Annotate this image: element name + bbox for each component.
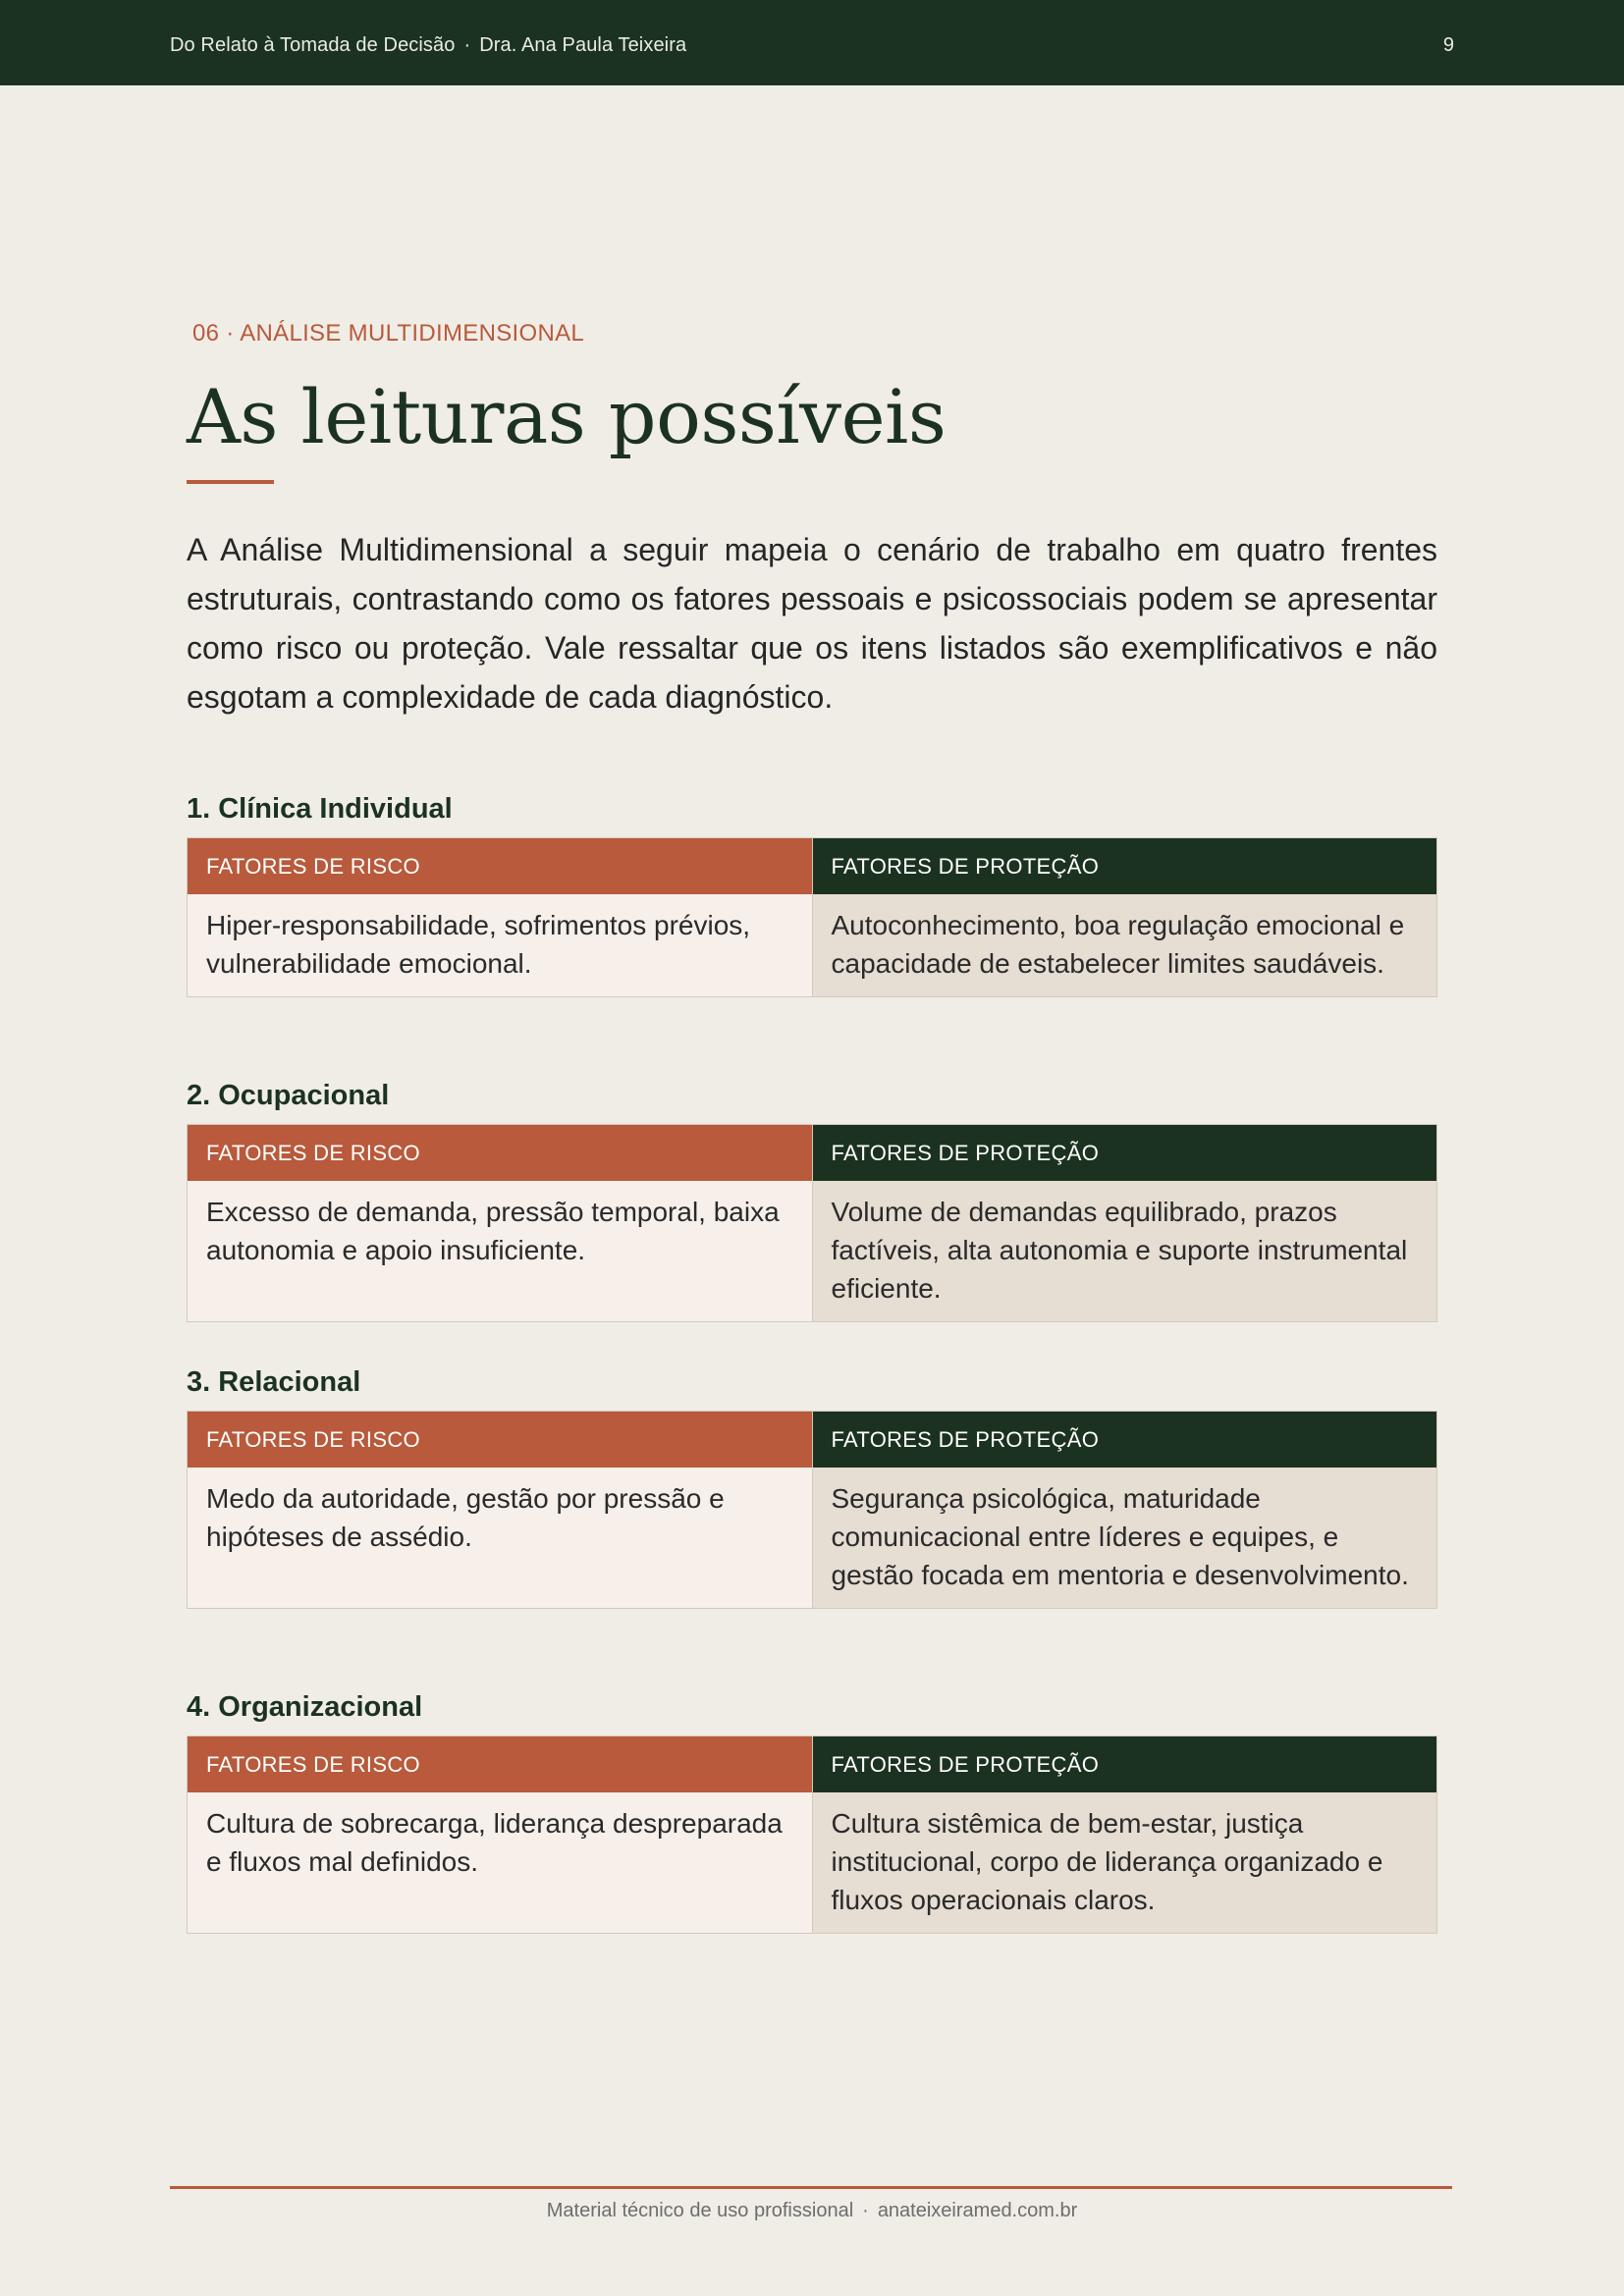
footer-text: Material técnico de uso profissional	[546, 2200, 854, 2221]
factors-table	[187, 1411, 1437, 1609]
section-heading: 4. Organizacional	[187, 1691, 423, 1723]
protection-header: FATORES DE PROTEÇÃO	[813, 1125, 1437, 1181]
protection-cell: Autoconhecimento, boa regulação emocional e capacidade de estabelecer limites saudáveis.	[813, 894, 1437, 996]
section-heading: 3. Relacional	[187, 1366, 361, 1398]
section-ocupacional	[187, 1076, 1437, 1322]
protection-column	[812, 838, 1437, 996]
risk-column	[188, 1125, 812, 1321]
footer-divider	[170, 2186, 1452, 2189]
risk-cell: Excesso de demanda, pressão temporal, baixa autonomia e apoio insuficiente.	[188, 1181, 812, 1321]
section-heading: 2. Ocupacional	[187, 1080, 390, 1111]
intro-paragraph: A Análise Multidimensional a seguir mapeia o cenário de trabalho em quatro frentes estruturais, contrastando como os fatores pessoais e psicossociais podem se apresentar como risco ou proteção. Vale ressaltar que os itens listados são exemplificativos e não esgotam a complexidade de cada diagnóstico.	[187, 532, 1437, 715]
risk-header: FATORES DE RISCO	[188, 1412, 812, 1468]
section-relacional	[187, 1362, 1437, 1609]
risk-column	[188, 1736, 812, 1933]
factors-table	[187, 1735, 1437, 1934]
protection-header: FATORES DE PROTEÇÃO	[813, 838, 1437, 894]
header-doc-title: Do Relato à Tomada de Decisão	[170, 34, 456, 56]
risk-column	[188, 838, 812, 996]
risk-column	[188, 1412, 812, 1608]
protection-header: FATORES DE PROTEÇÃO	[813, 1412, 1437, 1468]
protection-cell: Segurança psicológica, maturidade comunicacional entre líderes e equipes, e gestão focada em mentoria e desenvolvimento.	[813, 1468, 1437, 1608]
footer-site-link[interactable]: anateixeiramed.com.br	[877, 2200, 1078, 2221]
page-title: As leituras possíveis	[187, 373, 947, 460]
protection-column	[812, 1412, 1437, 1608]
page-header	[0, 0, 1624, 85]
section-label: 06 · ANÁLISE MULTIDIMENSIONAL	[192, 320, 585, 347]
title-underline	[187, 480, 274, 484]
section-heading: 1. Clínica Individual	[187, 793, 453, 825]
section-clinica-individual	[187, 789, 1437, 997]
protection-header: FATORES DE PROTEÇÃO	[813, 1736, 1437, 1792]
footer-separator: ·	[862, 2200, 869, 2221]
risk-cell: Hiper-responsabilidade, sofrimentos prévios, vulnerabilidade emocional.	[188, 894, 812, 996]
protection-cell: Volume de demandas equilibrado, prazos factíveis, alta autonomia e suporte instrumental eficiente.	[813, 1181, 1437, 1321]
risk-header: FATORES DE RISCO	[188, 1125, 812, 1181]
protection-cell: Cultura sistêmica de bem-estar, justiça institucional, corpo de liderança organizado e fluxos operacionais claros.	[813, 1792, 1437, 1933]
header-running-title	[170, 34, 686, 57]
risk-header: FATORES DE RISCO	[188, 1736, 812, 1792]
section-organizacional	[187, 1687, 1437, 1934]
risk-header: FATORES DE RISCO	[188, 838, 812, 894]
factors-table	[187, 837, 1437, 997]
page-number: 9	[1442, 34, 1454, 56]
protection-column	[812, 1736, 1437, 1933]
risk-cell: Medo da autoridade, gestão por pressão e hipóteses de assédio.	[188, 1468, 812, 1608]
header-author: Dra. Ana Paula Teixeira	[479, 34, 687, 56]
header-separator: ·	[463, 34, 471, 56]
protection-column	[812, 1125, 1437, 1321]
factors-table	[187, 1124, 1437, 1322]
risk-cell: Cultura de sobrecarga, liderança despreparada e fluxos mal definidos.	[188, 1792, 812, 1933]
page-footer	[0, 2200, 1624, 2222]
